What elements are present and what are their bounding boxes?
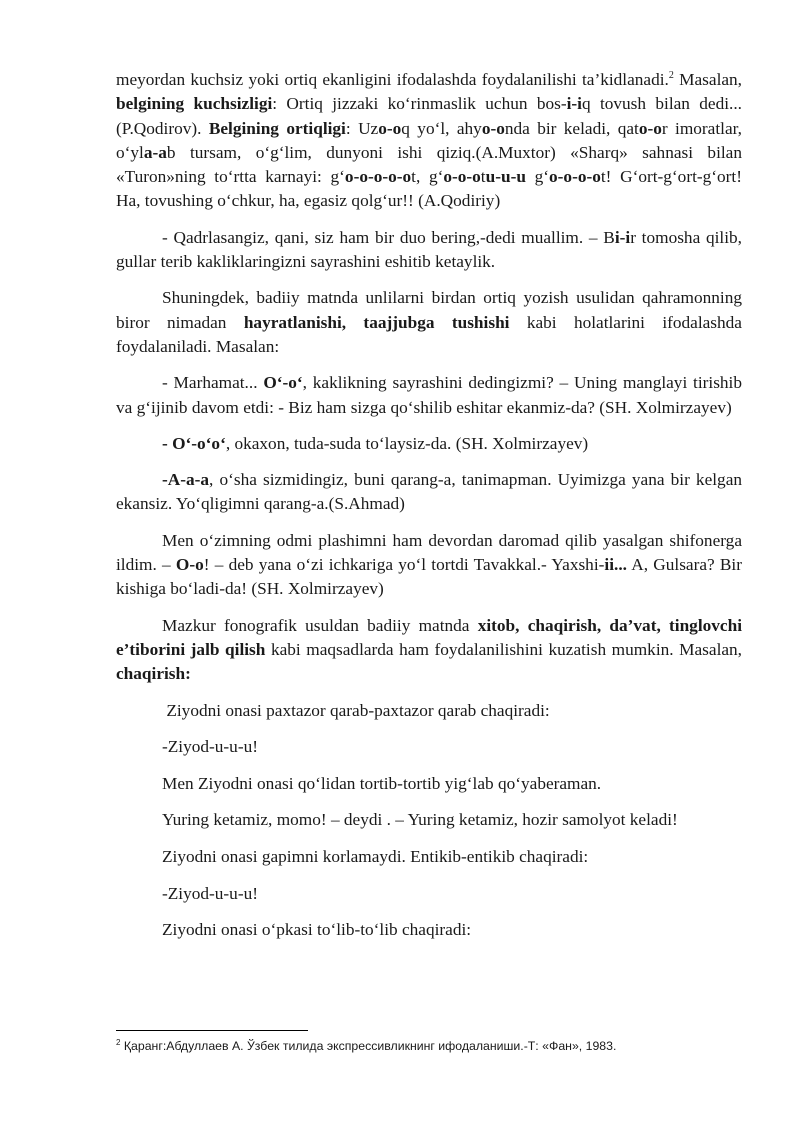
text-run: , kaklikning sayrashini dedingizmi? – Uning manglayi tirishib va g‘ijinib davom etdi: - Biz ham sizga qo‘shilib eshitar ekanmiz-da? (SH. Xolmirzayev)	[116, 373, 743, 417]
text-run: g‘	[525, 167, 550, 187]
bold-run: o-o	[638, 118, 662, 138]
text-run: Mazkur fonografik usuldan badiiy matnda	[162, 615, 478, 635]
text-run: nda bir keladi, qat	[504, 118, 639, 138]
text-run: A, Gulsara? Bir kishiga bo‘ladi-da! (SH. Xolmirzayev)	[116, 555, 742, 599]
footnote-ref[interactable]: 2	[668, 70, 674, 82]
text-run: t! G‘ort-g‘ort-g‘ort! Ha, tovushing o‘chkur, ha, egasiz qolg‘ur!! (A.Qodiriy)	[116, 167, 742, 211]
footnote-separator	[116, 1030, 308, 1031]
paragraph-1	[116, 68, 742, 214]
text-run: kabi holatlarini ifodalashda foydalaniladi. Masalan:	[116, 312, 742, 356]
text-run: b tursam, o‘g‘lim, dunyoni ishi qiziq.(A.Muxtor) «Sharq» sahnasi bilan «Turon»ning to‘rtta karnayi: g‘	[116, 142, 742, 187]
bold-run: -A-a-a	[162, 470, 210, 490]
bold-run: xitob, chaqirish, da’vat, tinglovchi e’tiborini jalb qilish	[116, 615, 742, 659]
text-run: Shuningdek, badiiy matnda unlilarni birdan ortiq yozish usulidan qahramonning biror nimadan	[116, 288, 742, 332]
paragraph-5	[116, 432, 742, 456]
paragraph-4	[116, 371, 742, 420]
text-run: , o‘sha sizmidingiz, buni qarang-a, tanimapman. Uyimizga yana bir kelgan ekansiz. Yo‘qligimni qarang-a.(S.Ahmad)	[116, 470, 742, 514]
paragraph-3	[116, 286, 742, 359]
bold-run: o-o-o-o	[549, 167, 601, 187]
bold-run: o-o	[378, 118, 402, 138]
quote-line: Ziyodni onasi paxtazor qarab-paxtazor qarab chaqiradi:	[162, 700, 550, 720]
bold-run: i-i	[566, 94, 582, 114]
bold-run: belgining kuchsizligi	[116, 94, 273, 114]
bold-run: O‘-o‘	[263, 373, 303, 393]
paragraph-8	[116, 614, 742, 687]
paragraph-7	[116, 529, 742, 602]
text-run: ! – deb yana o‘zi ichkariga yo‘l tortdi Tavakkal.- Yaxshi-	[203, 555, 605, 575]
text-run: q tovush bilan dedi... (P.Qodirov).	[116, 94, 742, 138]
text-run: , okaxon, tuda-suda to‘laysiz-da. (SH. Xolmirzayev)	[225, 433, 589, 453]
bold-run: chaqirish:	[116, 664, 191, 684]
bold-run: a-a	[143, 142, 167, 162]
text-run: r tomosha qilib, gullar terib kakliklaringizni sayrashini eshitib ketaylik.	[116, 227, 742, 272]
text-run: q yo‘l, ahy	[401, 118, 482, 138]
text-run: : Uz	[345, 118, 379, 138]
bold-run: - O‘-o‘o‘	[162, 433, 226, 453]
bold-run: u-u-u	[485, 167, 526, 187]
bold-run: i-i	[614, 227, 631, 247]
quote-line: -Ziyod-u-u-u!	[162, 883, 258, 903]
quote-line: Ziyodni onasi o‘pkasi to‘lib-to‘lib chaqiradi:	[162, 920, 472, 940]
bold-run: o-o-o-o-o	[344, 167, 412, 187]
text-run: - Qadrlasangiz, qani, siz ham bir duo bering,-dedi muallim. – B	[162, 227, 615, 247]
paragraph-6	[116, 468, 742, 517]
quote-line: Ziyodni onasi gapimni korlamaydi. Entikib-entikib chaqiradi:	[162, 846, 589, 866]
text-run: t, g‘	[411, 167, 444, 187]
footnote-mark: 2	[116, 1037, 121, 1047]
footnote	[116, 1039, 756, 1054]
text-run: - Marhamat...	[162, 373, 264, 393]
bold-run: Belgining ortiqligi	[208, 118, 346, 138]
text-run: Masalan,	[673, 70, 743, 89]
text-run: : Ortiq jizzaki ko‘rinmaslik uchun bos-	[272, 94, 567, 114]
bold-run: o-o	[481, 118, 505, 138]
bold-run: ii...	[604, 555, 627, 575]
bold-run: hayratlanishi, taajjubga tushishi	[243, 312, 510, 332]
text-run: t	[480, 167, 486, 187]
text-run: r imoratlar, o‘yl	[116, 118, 743, 162]
quote-line: -Ziyod-u-u-u!	[162, 737, 258, 757]
text-run: Men o‘zimning odmi plashimni ham devordan daromad qilib yasalgan shifonerga ildim. –	[116, 530, 742, 575]
page-body	[116, 68, 742, 955]
bold-run: o-o-o	[443, 167, 481, 187]
footnote-text: Қаранг:Абдуллаев А. Ўзбек тилида экспрессивликнинг ифодаланиши.-Т: «Фан», 1983.	[120, 1039, 617, 1053]
bold-run: O-o	[175, 555, 204, 575]
text-run: kabi maqsadlarda ham foydalanilishini kuzatish mumkin. Masalan,	[265, 639, 742, 659]
paragraph-2	[116, 226, 742, 275]
quote-line: Yuring ketamiz, momo! – deydi . – Yuring ketamiz, hozir samolyot keladi!	[162, 810, 678, 830]
text-run: meyordan kuchsiz yoki ortiq ekanligini ifodalashda foydalanilishi ta’kidlanadi.	[116, 70, 669, 89]
quote-line: Men Ziyodni onasi qo‘lidan tortib-tortib yig‘lab qo‘yaberaman.	[162, 773, 602, 793]
